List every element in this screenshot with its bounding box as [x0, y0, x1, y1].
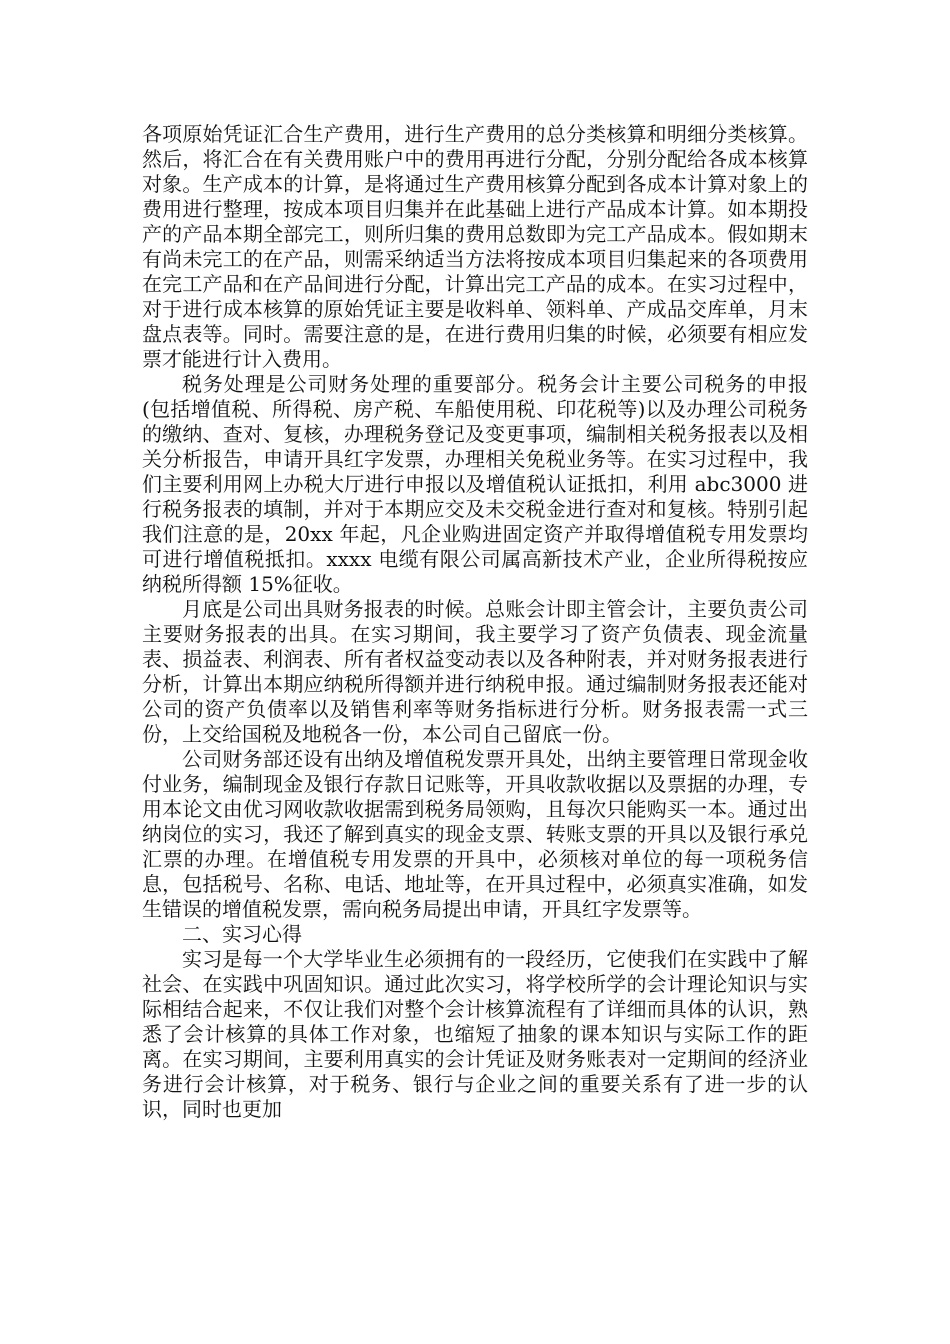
paragraph-tax-processing: 税务处理是公司财务处理的重要部分。税务会计主要公司税务的申报(包括增值税、所得税、房产税、车船使用税、印花税等)以及办理公司税务的缴纳、查对、复核，办理税务登记及变更事项，编制相关税务报表以及相关分析报告，申请开具红字发票，办理相关免税业务等。在实习过程中，我们主要利用网上办税大厅进行申报以及增值税认证抵扣，利用 abc3000 进行税务报表的填制，并对于本期应交及未交税金进行查对和复核。特别引起我们注意的是，20xx 年起，凡企业购进固定资产并取得增值税专用发票均可进行增值税抵扣。xxxx 电缆有限公司属高新技术产业，企业所得税按应纳税所得额 15%征收。	[142, 372, 808, 596]
paragraph-financial-statements: 月底是公司出具财务报表的时候。总账会计即主管会计，主要负责公司主要财务报表的出具。在实习期间，我主要学习了资产负债表、现金流量表、损益表、利润表、所有者权益变动表以及各种附表，并对财务报表进行分析，计算出本期应纳税所得额并进行纳税申报。通过编制财务报表还能对公司的资产负债率以及销售利率等财务指标进行分析。财务报表需一式三份，上交给国税及地税各一份，本公司自己留底一份。	[142, 597, 808, 746]
paragraph-internship-reflection: 实习是每一个大学毕业生必须拥有的一段经历，它使我们在实践中了解社会、在实践中巩固知识。通过此次实习，将学校所学的会计理论知识与实际相结合起来，不仅让我们对整个会计核算流程有了详细而具体的认识，熟悉了会计核算的具体工作对象，也缩短了抽象的课本知识与实际工作的距离。在实习期间，主要利用真实的会计凭证及财务账表对一定期间的经济业务进行会计核算，对于税务、银行与企业之间的重要关系有了进一步的认识，同时也更加	[142, 947, 808, 1121]
paragraph-cost-accounting: 各项原始凭证汇合生产费用，进行生产费用的总分类核算和明细分类核算。然后，将汇合在有关费用账户中的费用再进行分配，分别分配给各成本核算对象。生产成本的计算，是将通过生产费用核算分配到各成本计算对象上的费用进行整理，按成本项目归集并在此基础上进行产品成本计算。如本期投产的产品本期全部完工，则所归集的费用总数即为完工产品成本。假如期末有尚未完工的在产品，则需采纳适当方法将按成本项目归集起来的各项费用在完工产品和在产品间进行分配，计算出完工产品的成本。在实习过程中，对于进行成本核算的原始凭证主要是收料单、领料单、产成品交库单，月末盘点表等。同时。需要注意的是，在进行费用归集的时候，必须要有相应发票才能进行计入费用。	[142, 122, 808, 371]
document-page	[142, 122, 808, 1122]
section-heading-internship-reflection: 二、实习心得	[182, 922, 302, 946]
paragraph-cashier-invoices: 公司财务部还设有出纳及增值税发票开具处，出纳主要管理日常现金收付业务，编制现金及银行存款日记账等，开具收款收据以及票据的办理，专用本论文由优习网收款收据需到税务局领购，且每次只能购买一本。通过出纳岗位的实习，我还了解到真实的现金支票、转账支票的开具以及银行承兑汇票的办理。在增值税专用发票的开具中，必须核对单位的每一项税务信息，包括税号、名称、电话、地址等，在开具过程中，必须真实准确，如发生错误的增值税发票，需向税务局提出申请，开具红字发票等。	[142, 747, 808, 921]
